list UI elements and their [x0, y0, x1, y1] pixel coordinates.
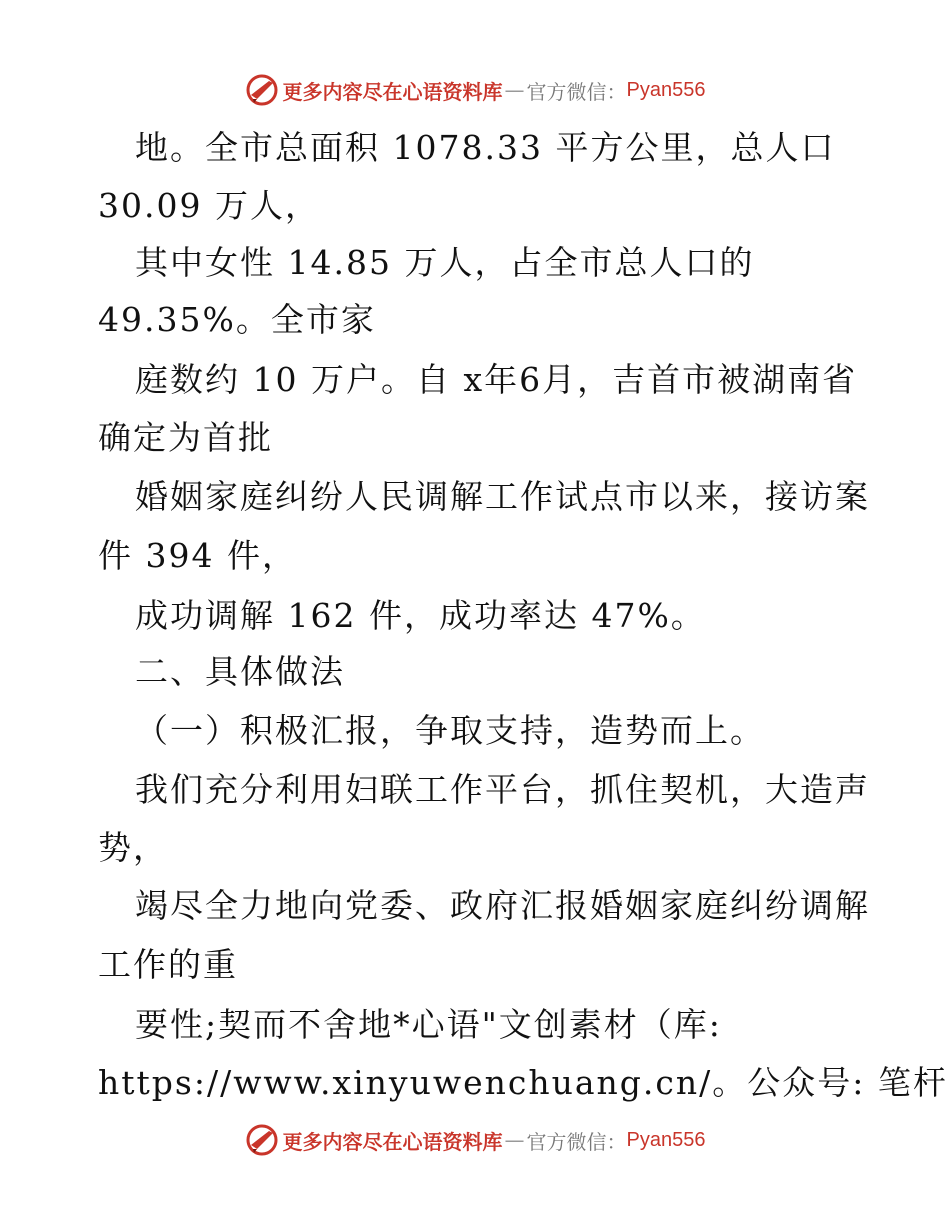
text-line: 工作的重: [98, 945, 238, 984]
banner-wechat-id: Pyan556: [626, 78, 706, 101]
subsection-heading: （一）积极汇报，争取支持，造势而上。: [135, 711, 765, 750]
text-line: 势，: [98, 828, 168, 867]
text-line: 地。全市总面积 1078.33 平方公里，总人口: [135, 128, 836, 167]
text-line: 49.35%。全市家: [98, 300, 376, 339]
text-line: 成功调解 162 件，成功率达 47%。: [135, 596, 706, 635]
banner-official-label: 官方微信：: [526, 1129, 627, 1154]
banner-dash: —: [504, 1128, 525, 1152]
section-heading: 二、具体做法: [135, 652, 345, 691]
brush-logo-icon: [245, 1123, 279, 1157]
header-watermark-banner: [0, 70, 950, 110]
text-line: 其中女性 14.85 万人，占全市总人口的: [135, 243, 755, 282]
text-line: 确定为首批: [98, 418, 273, 457]
text-line: 件 394 件，: [98, 536, 297, 575]
text-line: 30.09 万人，: [98, 186, 320, 225]
text-line: 竭尽全力地向党委、政府汇报婚姻家庭纠纷调解: [135, 886, 870, 925]
banner-text: 更多内容尽在心语资料库: [282, 79, 503, 104]
banner-wechat-id: Pyan556: [626, 1128, 706, 1151]
text-line: 要性;契而不舍地*心语"文创素材（库:: [135, 1005, 722, 1044]
text-line: 婚姻家庭纠纷人民调解工作试点市以来，接访案: [135, 477, 870, 516]
text-line: 庭数约 10 万户。自 x年6月，吉首市被湖南省: [135, 360, 858, 399]
text-line-url: https://www.xinyuwenchuang.cn/。公众号: 笔杆: [98, 1063, 948, 1102]
footer-watermark-banner: [0, 1120, 950, 1160]
banner-text: 更多内容尽在心语资料库: [282, 1129, 503, 1154]
banner-dash: —: [504, 78, 525, 102]
text-line: 我们充分利用妇联工作平台，抓住契机，大造声: [135, 770, 870, 809]
brush-logo-icon: [245, 73, 279, 107]
banner-official-label: 官方微信：: [526, 79, 627, 104]
